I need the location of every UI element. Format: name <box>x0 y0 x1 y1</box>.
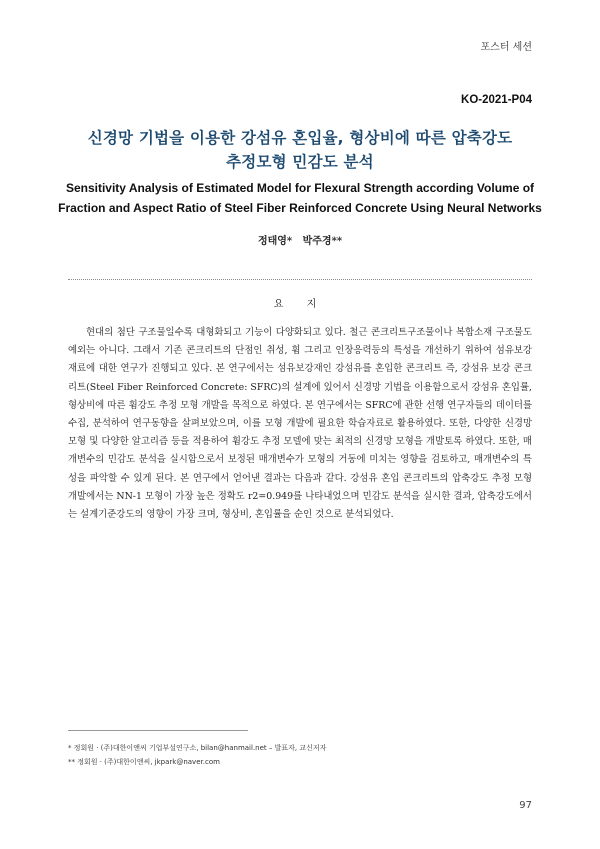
paper-id: KO-2021-P04 <box>461 94 532 106</box>
footnote-presenter: * 정회원 · (주)대한이앤씨 기업부설연구소, bilan@hanmail.net – 발표자, 교신저자 <box>68 744 327 752</box>
korean-title-line-1: 신경망 기법을 이용한 강섬유 혼입율, 형상비에 따른 압축강도 <box>87 129 513 147</box>
page-number: 97 <box>519 800 532 811</box>
english-title-line-1: Sensitivity Analysis of Estimated Model for Flexural Strength according Volume of <box>65 181 535 195</box>
session-label: 포스터 세션 <box>480 42 532 53</box>
english-title-line-2: Fraction and Aspect Ratio of Steel Fiber Reinforced Concrete Using Neural Networks <box>58 200 542 215</box>
english-title <box>40 179 560 218</box>
abstract-heading: 요 지 <box>273 299 327 310</box>
authors: 정태영* 박주경** <box>257 236 343 247</box>
footnote-coauthor: ** 정회원 · (주)대한이앤씨, jkpark@naver.com <box>68 758 220 766</box>
section-divider <box>68 279 532 280</box>
abstract-body: 현대의 첨단 구조물일수록 대형화되고 기능이 다양화되고 있다. 철근 콘크리트구조물이나 복합소재 구조물도 예외는 아니다. 그래서 기존 콘크리트의 단점인 취성, 휨 그리고 인장응력등의 특성을 개선하기 위하여 섬유보강 재료에 대한 연구가 진행되고 있다. 본 연구에서는 섬유보강재인 강섬유를 혼입한 콘크리트 즉, 강섬유 보강 콘크리트(Steel Fiber Reinforced Concrete: SFRC)의 설계에 있어서 신경망 기법을 이용함으로서 강섬유 혼입률, 형상비에 따른 휨강도 추정 모형 개발을 목적으로 하였다. 본 연구에서는 SFRC에 관한 선행 연구자들의 데이터를 수집, 분석하여 연구동향을 살펴보았으며, 이를 모형 개발에 필요한 학습자료로 활용하였다. 또한, 다양한 신경망 모형 및 다양한 알고리즘 등을 적용하여 휨강도 추정 모델에 맞는 최적의 신경망 모형을 개발토록 하였다. 또한, 매개변수의 민감도 분석을 실시함으로서 보정된 매개변수가 모형의 거동에 미치는 영향을 검토하고, 매개변수의 특성을 파악할 수 있게 된다. 본 연구에서 얻어낸 결과는 다음과 같다. 강섬유 혼입 콘크리트의 압축강도 추정 모형 개발에서는 NN-1 모형이 가장 높은 정확도 r2=0.949를 나타내었으며 민감도 분석을 실시한 결과, 압축강도에서는 설계기준강도의 영향이 가장 크며, 형상비, 혼입률을 순인 것으로 분석되었다. <box>68 327 532 521</box>
footnote-divider <box>68 730 248 731</box>
korean-title <box>0 126 600 174</box>
korean-title-line-2: 추정모형 민감도 분석 <box>226 153 374 171</box>
